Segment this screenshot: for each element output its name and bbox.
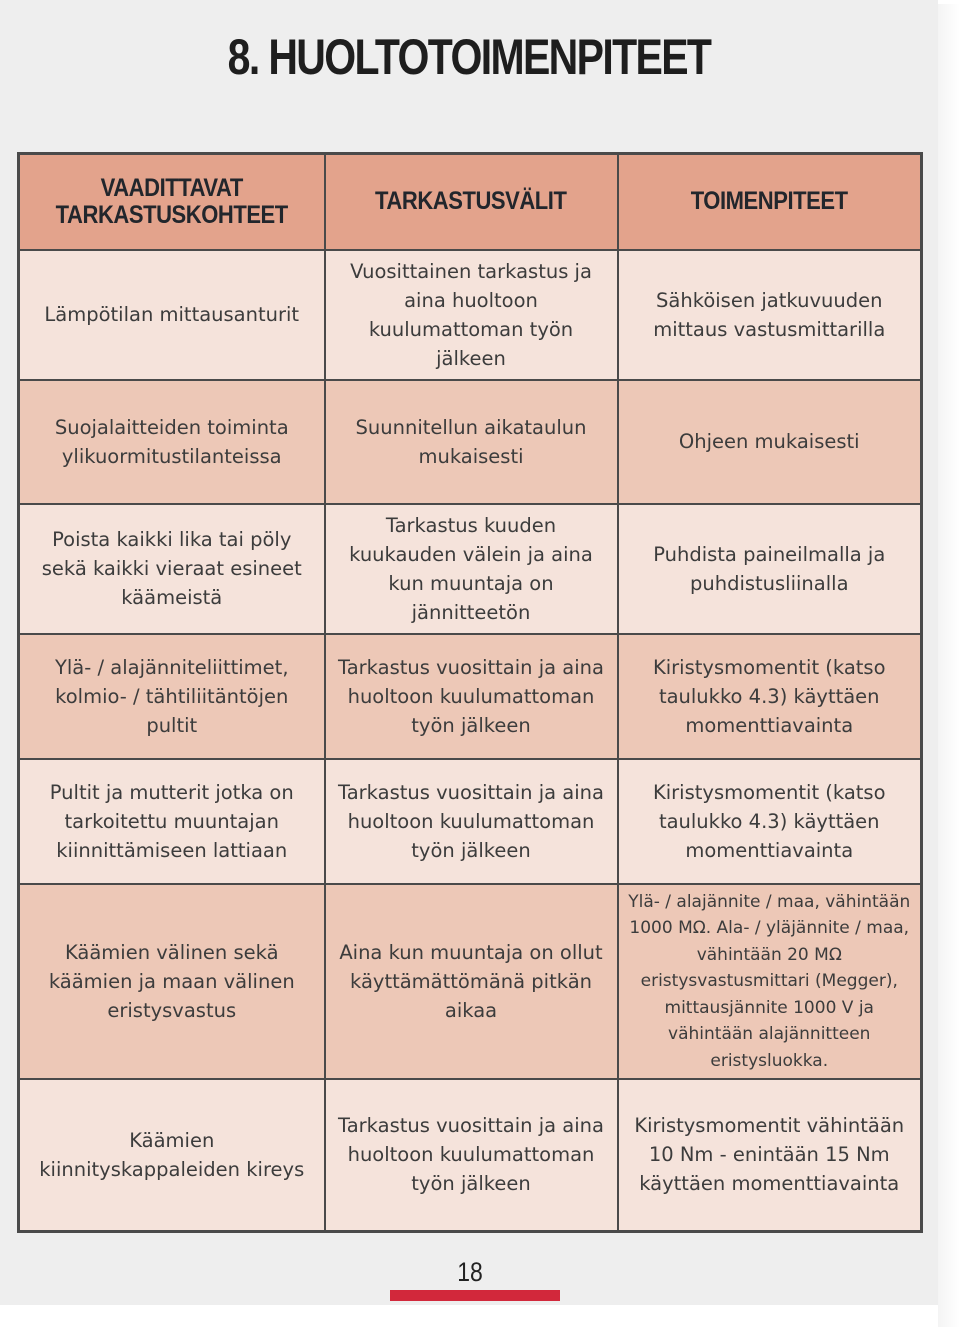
header-label: VAADITTAVAT TARKASTUSKOHTEET	[55, 173, 288, 229]
cell-interval: Tarkastus kuuden kuukauden välein ja aina kun muuntaja on jännitteetön	[325, 504, 618, 634]
table-row	[19, 1079, 922, 1231]
header-actions	[618, 154, 922, 250]
header-label: TARKASTUSVÄLIT	[375, 187, 567, 216]
table-row	[19, 759, 922, 884]
cell-interval: Tarkastus vuosittain ja aina huoltoon kuulumattoman työn jälkeen	[325, 634, 618, 759]
page-number: 18	[457, 1257, 483, 1287]
table-row	[19, 634, 922, 759]
cell-action: Kiristysmomentit vähintään 10 Nm - enintään 15 Nm käyttäen momenttiavainta	[618, 1079, 922, 1231]
cell-action: Puhdista paineilmalla ja puhdistusliinalla	[618, 504, 922, 634]
maintenance-table	[17, 152, 923, 1233]
cell-action: Sähköisen jatkuvuuden mittaus vastusmittarilla	[618, 250, 922, 380]
cell-item: Suojalaitteiden toiminta ylikuormitustilanteissa	[19, 380, 325, 504]
cell-item: Ylä- / alajänniteliittimet, kolmio- / tähtiliitäntöjen pultit	[19, 634, 325, 759]
header-inspection-intervals	[325, 154, 618, 250]
table-row	[19, 884, 922, 1080]
table-row	[19, 250, 922, 380]
cell-interval: Tarkastus vuosittain ja aina huoltoon kuulumattoman työn jälkeen	[325, 1079, 618, 1231]
cell-action: Kiristysmomentit (katso taulukko 4.3) käyttäen momenttiavainta	[618, 759, 922, 884]
header-inspection-items	[19, 154, 325, 250]
cell-interval: Tarkastus vuosittain ja aina huoltoon kuulumattoman työn jälkeen	[325, 759, 618, 884]
cell-action: Ylä- / alajännite / maa, vähintään 1000 MΩ. Ala- / yläjännite / maa, vähintään 20 MΩ eristysvastusmittari (Megger), mittausjännite 1000 V ja vähintään alajännitteen eristysluokka.	[618, 884, 922, 1080]
cell-interval: Vuosittainen tarkastus ja aina huoltoon kuulumattoman työn jälkeen	[325, 250, 618, 380]
cell-interval: Suunnitellun aikataulun mukaisesti	[325, 380, 618, 504]
cell-item: Pultit ja mutterit jotka on tarkoitettu muuntajan kiinnittämiseen lattiaan	[19, 759, 325, 884]
cell-item: Poista kaikki lika tai pöly sekä kaikki vieraat esineet käämeistä	[19, 504, 325, 634]
table-row	[19, 380, 922, 504]
cell-action: Kiristysmomentit (katso taulukko 4.3) käyttäen momenttiavainta	[618, 634, 922, 759]
table-row	[19, 504, 922, 634]
header-label: TOIMENPITEET	[690, 187, 848, 216]
cell-interval: Aina kun muuntaja on ollut käyttämättömänä pitkän aikaa	[325, 884, 618, 1080]
cell-item: Lämpötilan mittausanturit	[19, 250, 325, 380]
page-title: 8. HUOLTOTOIMENPITEET	[227, 29, 711, 85]
cell-item: Käämien kiinnityskappaleiden kireys	[19, 1079, 325, 1231]
footer-accent-bar	[390, 1290, 560, 1301]
cell-item: Käämien välinen sekä käämien ja maan välinen eristysvastus	[19, 884, 325, 1080]
page-edge-shadow	[938, 4, 960, 1327]
cell-action: Ohjeen mukaisesti	[618, 380, 922, 504]
